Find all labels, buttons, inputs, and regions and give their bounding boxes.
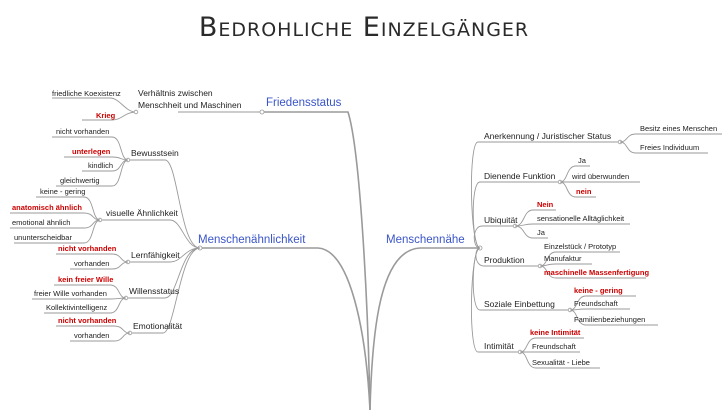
main-topic-menschenaehnlichkeit: Menschenähnlichkeit xyxy=(198,234,306,246)
branch-label-willensstatus: Willensstatus xyxy=(129,286,180,296)
trunk-lines xyxy=(200,112,480,410)
main-topic-menschennaehe: Menschennähe xyxy=(386,234,465,246)
leaf-intimitaet-sexualitaet-liebe: Sexualität - Liebe xyxy=(532,358,590,367)
leaf-ubiquitaet-sensationelle-alltaeglichkeit: sensationelle Alltäglichkeit xyxy=(537,214,625,223)
leaf-willensstatus-kein-freier-wille: kein freier Wille xyxy=(58,275,114,284)
leaf-visuell-emotional-aehnlich: emotional ähnlich xyxy=(12,218,71,227)
leaf-bewusstsein-kindlich: kindlich xyxy=(88,161,114,170)
leaf-emotionalitaet-vorhanden: vorhanden xyxy=(74,331,110,340)
main-topic-friedensstatus: Friedensstatus xyxy=(266,97,342,109)
leaf-willensstatus-freier-wille: freier Wille vorhanden xyxy=(34,289,107,298)
leaf-dienend-wird-ueberwunden: wird überwunden xyxy=(572,172,630,181)
leaf-willensstatus-kollektivintelligenz: Kollektivintelligenz xyxy=(46,303,108,312)
leaf-produktion-manufaktur: Manufaktur xyxy=(544,254,582,263)
leaf-bewusstsein-unterlegen: unterlegen xyxy=(72,147,111,156)
branch-label-lernfaehigkeit: Lernfähigkeit xyxy=(131,250,180,260)
leaf-emotionalitaet-nicht-vorhanden: nicht vorhanden xyxy=(58,316,117,325)
leaf-intimitaet-freundschaft: Freundschaft xyxy=(532,342,576,351)
menschennaehe-group xyxy=(386,124,722,368)
leaf-visuell-anatomisch-aehnlich: anatomisch ähnlich xyxy=(12,203,83,212)
branch-label-verhaeltnis-line2: Menschheit und Maschinen xyxy=(138,100,242,110)
leaf-krieg: Krieg xyxy=(96,111,116,120)
branch-label-anerkennung: Anerkennung / Juristischer Status xyxy=(484,131,612,141)
branch-label-produktion: Produktion xyxy=(484,255,525,265)
leaf-friedliche-koexistenz: friedliche Koexistenz xyxy=(52,89,121,98)
leaf-lernfaehigkeit-vorhanden: vorhanden xyxy=(74,259,110,268)
menschenaehnlichkeit-group xyxy=(10,127,306,341)
leaf-ubiquitaet-ja: Ja xyxy=(537,228,545,237)
leaf-sozial-familienbeziehungen: Familienbeziehungen xyxy=(574,315,646,324)
leaf-visuell-keine-gering: keine - gering xyxy=(40,187,86,196)
leaf-dienend-ja: Ja xyxy=(578,156,586,165)
leaf-intimitaet-keine: keine Intimität xyxy=(530,328,581,337)
branch-label-bewusstsein: Bewusstsein xyxy=(131,148,179,158)
leaf-dienend-nein: nein xyxy=(576,187,592,196)
leaf-ubiquitaet-nein: Nein xyxy=(537,200,554,209)
leaf-produktion-massenfertigung: maschinelle Massenfertigung xyxy=(544,268,650,277)
branch-label-intimitaet: Intimität xyxy=(484,341,514,351)
leaf-visuell-ununterscheidbar: ununterscheidbar xyxy=(14,233,72,242)
leaf-anerkennung-besitz: Besitz eines Menschen xyxy=(640,124,718,133)
friedensstatus-group xyxy=(52,88,342,120)
branch-label-soziale-einbettung: Soziale Einbettung xyxy=(484,299,555,309)
branch-label-visuelle-aehnlichkeit: visuelle Ähnlichkeit xyxy=(106,208,178,218)
branch-label-emotionalitaet: Emotionalität xyxy=(133,321,183,331)
leaf-sozial-freundschaft: Freundschaft xyxy=(574,299,618,308)
leaf-lernfaehigkeit-nicht-vorhanden: nicht vorhanden xyxy=(58,244,117,253)
branch-label-dienende-funktion: Dienende Funktion xyxy=(484,171,556,181)
leaf-anerkennung-freies-individuum: Freies Individuum xyxy=(640,143,700,152)
branch-label-verhaeltnis-line1: Verhältnis zwischen xyxy=(138,88,213,98)
leaf-bewusstsein-gleichwertig: gleichwertig xyxy=(60,176,100,185)
leaf-sozial-keine-gering: keine - gering xyxy=(574,286,623,295)
leaf-produktion-einzelstueck: Einzelstück / Prototyp xyxy=(544,242,617,251)
leaf-bewusstsein-nicht-vorhanden: nicht vorhanden xyxy=(56,127,110,136)
slide-title: Bedrohliche Einzelgänger xyxy=(198,12,530,43)
branch-label-ubiquitaet: Ubiquität xyxy=(484,215,518,225)
